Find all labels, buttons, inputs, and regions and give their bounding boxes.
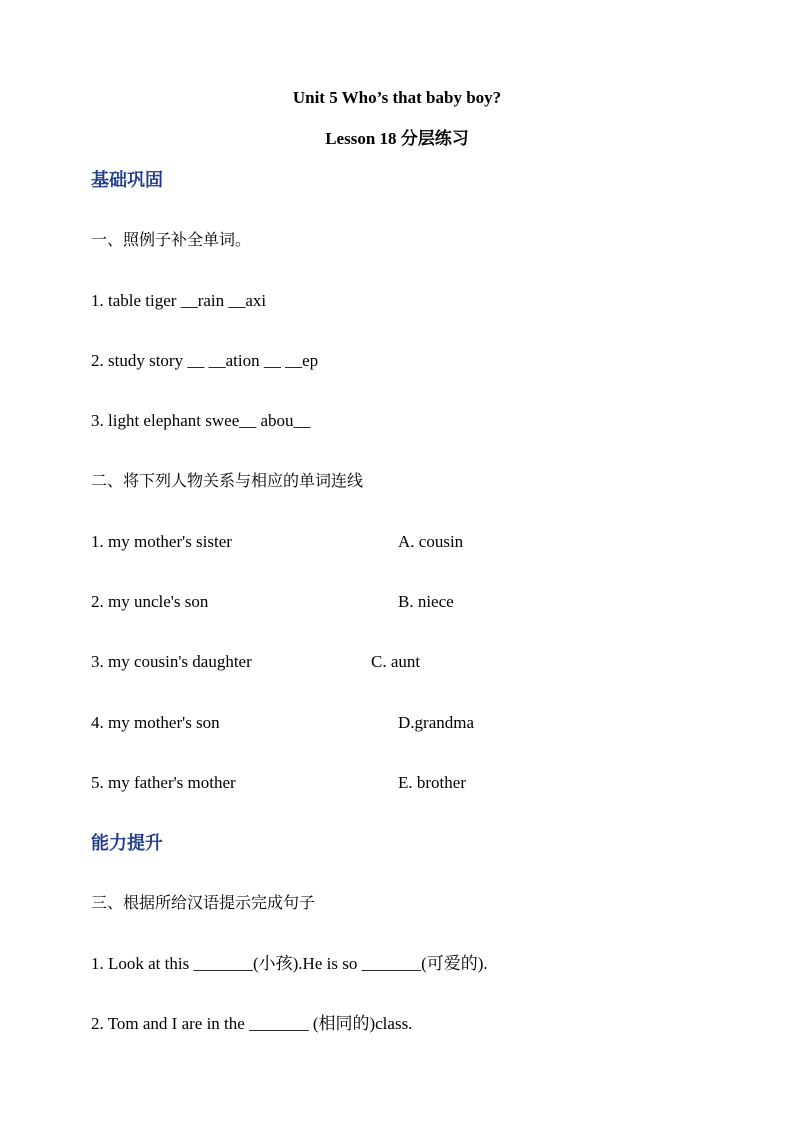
match-left-item: 4. my mother's son (91, 713, 220, 732)
match-right-item: C. aunt (371, 652, 421, 671)
match-right-item: E. brother (398, 773, 466, 792)
part3-item: 2. Tom and I are in the _______ (相同的)class. (91, 1014, 413, 1033)
part3-item: 1. Look at this _______(小孩).He is so _______(可爱的). (91, 954, 488, 973)
section-heading-advanced: 能力提升 (91, 833, 163, 853)
part2-instruction: 二、将下列人物关系与相应的单词连线 (91, 471, 364, 490)
part3-instruction: 三、根据所给汉语提示完成句子 (91, 893, 316, 912)
match-left-item: 3. my cousin's daughter (91, 652, 252, 671)
match-right-item: B. niece (398, 592, 454, 611)
part1-item: 3. light elephant swee__ abou__ (91, 411, 311, 430)
part1-instruction: 一、照例子补全单词。 (91, 230, 252, 249)
match-left-item: 5. my father's mother (91, 773, 236, 792)
part1-item: 2. study story __ __ation __ __ep (91, 351, 319, 370)
match-right-item: A. cousin (398, 532, 464, 551)
match-left-item: 1. my mother's sister (91, 532, 232, 551)
page-subtitle: Lesson 18 分层练习 (325, 129, 469, 148)
page-title: Unit 5 Who’s that baby boy? (292, 88, 502, 107)
section-heading-basic: 基础巩固 (91, 170, 163, 190)
match-left-item: 2. my uncle's son (91, 592, 209, 611)
match-right-item: D.grandma (398, 713, 475, 732)
part1-item: 1. table tiger __rain __axi (91, 291, 267, 310)
